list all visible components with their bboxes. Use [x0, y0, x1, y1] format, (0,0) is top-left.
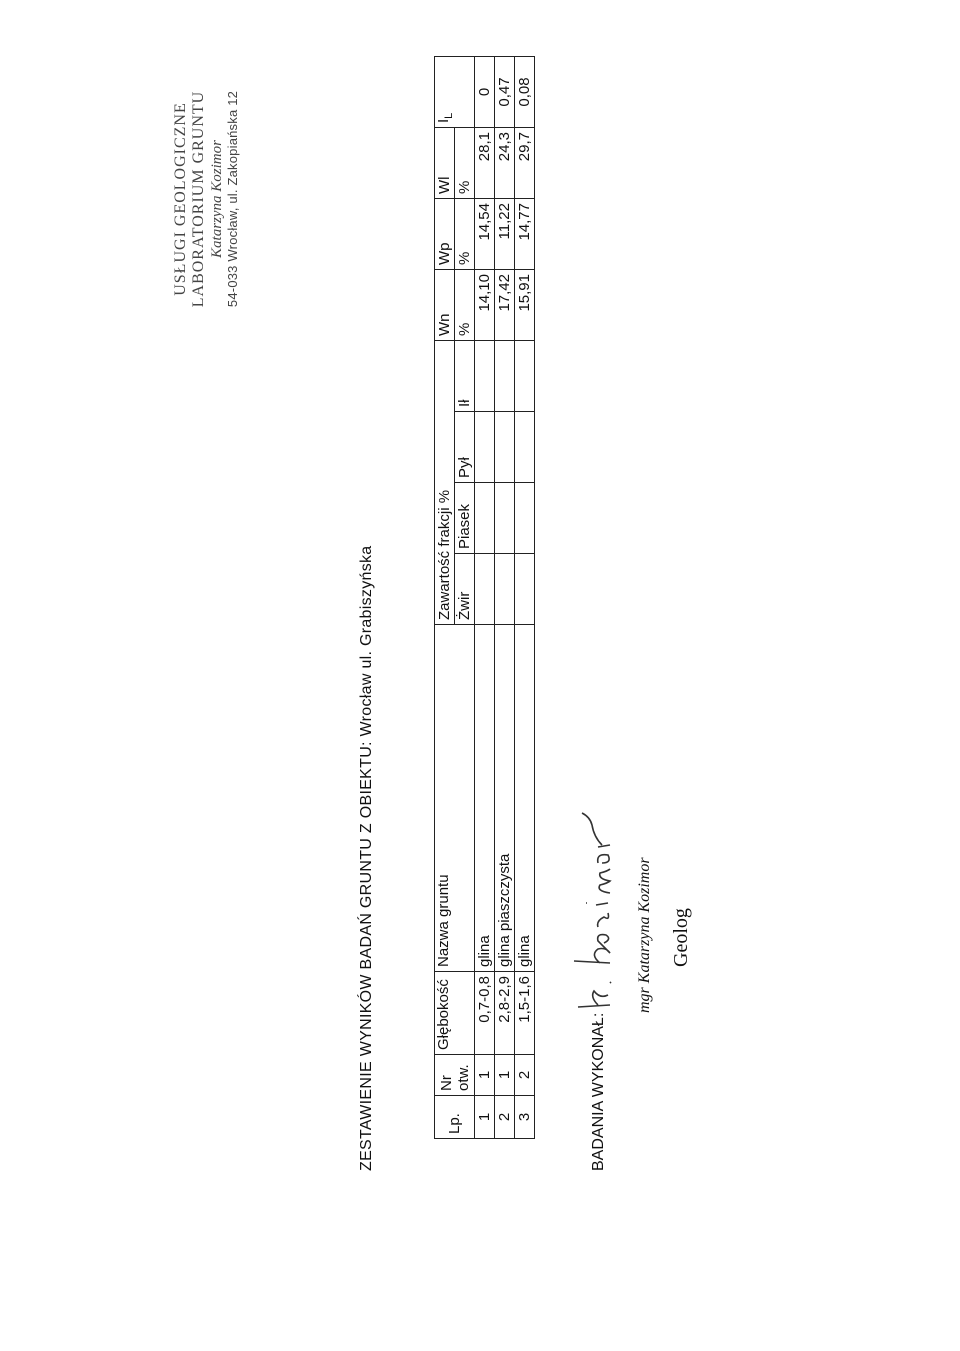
header-wn-unit: % — [455, 270, 475, 341]
stamp-line-4: 54-033 Wrocław, ul. Zakopiańska 12 — [225, 90, 241, 308]
cell-nazwa: glina piaszczysta — [495, 625, 515, 972]
header-wp-unit: % — [455, 199, 475, 270]
cell-il — [495, 341, 515, 412]
cell-wn: 15,91 — [515, 270, 535, 341]
header-zwir: Żwir — [455, 554, 475, 625]
signatory-title: Geolog — [670, 908, 692, 967]
cell-il-l: 0,47 — [495, 57, 515, 128]
table-header-row-1 — [435, 57, 455, 1139]
cell-zwir — [495, 554, 515, 625]
cell-piasek — [495, 483, 515, 554]
cell-glebokosc: 1,5-1,6 — [515, 972, 535, 1055]
header-nr — [435, 1055, 475, 1096]
company-stamp — [172, 69, 241, 329]
cell-il-l: 0 — [475, 57, 495, 128]
header-il-l — [435, 57, 475, 128]
cell-wl: 24,3 — [495, 128, 515, 199]
cell-nazwa: glina — [515, 625, 535, 972]
cell-pyl — [515, 412, 535, 483]
stamp-line-3: Katarzyna Kozimor — [208, 140, 225, 258]
signatory-name: mgr Katarzyna Kozimor — [636, 857, 653, 1013]
header-il-l-sub: L — [443, 112, 455, 119]
table-row — [475, 57, 495, 1139]
header-nr-label: Nr — [437, 1075, 455, 1091]
handwritten-signature — [568, 793, 618, 1013]
cell-pyl — [495, 412, 515, 483]
header-piasek: Piasek — [455, 483, 475, 554]
table-row — [495, 57, 515, 1139]
cell-piasek — [475, 483, 495, 554]
header-nazwa: Nazwa gruntu — [435, 625, 475, 972]
header-il: Ił — [455, 341, 475, 412]
table-row — [515, 57, 535, 1139]
cell-wp: 14,54 — [475, 199, 495, 270]
cell-wn: 14,10 — [475, 270, 495, 341]
header-nr-sub: otw. — [454, 1064, 472, 1091]
document-title: ZESTAWIENIE WYNIKÓW BADAŃ GRUNTU Z OBIEKTU: Wrocław ul. Grabiszyńska — [358, 545, 375, 1171]
cell-glebokosc: 2,8-2,9 — [495, 972, 515, 1055]
header-lp: Lp. — [435, 1096, 475, 1139]
cell-nr: 1 — [495, 1055, 515, 1096]
header-wn: Wn — [435, 270, 455, 341]
stamp-line-1: USŁUGI GEOLOGICZNE — [172, 102, 189, 296]
results-table — [434, 56, 535, 1139]
cell-glebokosc: 0,7-0,8 — [475, 972, 495, 1055]
header-zawartosc: Zawartość frakcji % — [435, 341, 455, 625]
performed-by-label: BADANIA WYKONAŁ: — [590, 1012, 607, 1171]
cell-nazwa: glina — [475, 625, 495, 972]
cell-zwir — [475, 554, 495, 625]
cell-wl: 28,1 — [475, 128, 495, 199]
header-pyl: Pył — [455, 412, 475, 483]
cell-nr: 1 — [475, 1055, 495, 1096]
header-wp: Wp — [435, 199, 455, 270]
cell-il — [475, 341, 495, 412]
cell-wp: 11,22 — [495, 199, 515, 270]
header-wl: Wl — [435, 128, 455, 199]
cell-piasek — [515, 483, 535, 554]
stamp-line-2: LABORATORIUM GRUNTU — [190, 90, 208, 308]
cell-lp: 3 — [515, 1096, 535, 1139]
cell-il — [515, 341, 535, 412]
cell-pyl — [475, 412, 495, 483]
cell-wn: 17,42 — [495, 270, 515, 341]
header-wl-unit: % — [455, 128, 475, 199]
cell-wl: 29,7 — [515, 128, 535, 199]
cell-il-l: 0,08 — [515, 57, 535, 128]
cell-lp: 2 — [495, 1096, 515, 1139]
cell-lp: 1 — [475, 1096, 495, 1139]
cell-nr: 2 — [515, 1055, 535, 1096]
cell-zwir — [515, 554, 535, 625]
cell-wp: 14,77 — [515, 199, 535, 270]
header-glebokosc: Głębokość — [435, 972, 475, 1055]
header-il-l-main: I — [435, 118, 452, 123]
